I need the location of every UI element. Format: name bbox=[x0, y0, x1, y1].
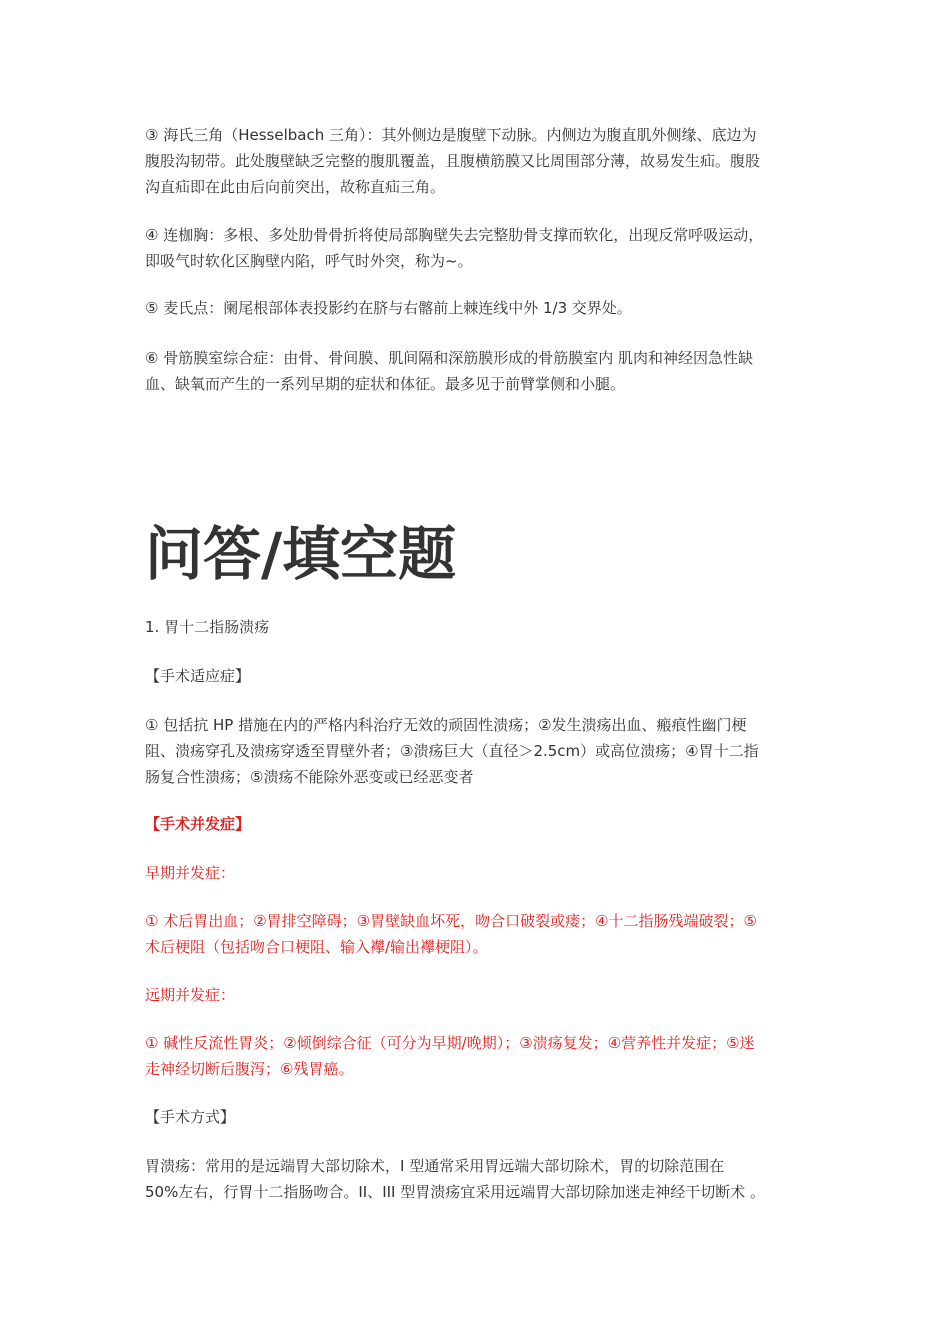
text-line: 胃溃疡：常用的是远端胃大部切除术，I 型通常采用胃远端大部切除术，胃的切除范围在 bbox=[145, 1157, 725, 1175]
text-line: 50%左右，行胃十二指肠吻合。II、III 型胃溃疡宜采用远端胃大部切除加迷走神经干切断术 。 bbox=[145, 1183, 765, 1201]
indications-label bbox=[145, 663, 813, 689]
text-line: 远期并发症： bbox=[145, 986, 236, 1004]
paragraph-indications bbox=[145, 712, 813, 790]
text-line: 即吸气时软化区胸壁内陷，呼气时外突，称为~。 bbox=[145, 252, 473, 270]
text-line: ④ 连枷胸：多根、多处肋骨骨折将使局部胸壁失去完整肋骨支撑而软化，出现反常呼吸运动， bbox=[145, 226, 764, 244]
paragraph-mcburney-point bbox=[145, 295, 813, 321]
complications-label bbox=[145, 811, 813, 837]
paragraph-late-complications bbox=[145, 1030, 813, 1082]
paragraph-flail-chest bbox=[145, 222, 813, 274]
text-line: 阻、溃疡穿孔及溃疡穿透至胃壁外者；③溃疡巨大（直径＞2.5cm）或高位溃疡；④胃十二指 bbox=[145, 742, 759, 760]
text-line: ⑤ 麦氏点：阑尾根部体表投影约在脐与右髂前上棘连线中外 1/3 交界处。 bbox=[145, 299, 632, 317]
text-line: ① 术后胃出血；②胃排空障碍；③胃壁缺血坏死，吻合口破裂或瘘；④十二指肠残端破裂；⑤ bbox=[145, 912, 758, 930]
late-complications-label bbox=[145, 982, 813, 1008]
text-line: 沟直疝即在此由后向前突出，故称直疝三角。 bbox=[145, 178, 446, 196]
text-line: 血、缺氧而产生的一系列早期的症状和体征。最多见于前臂掌侧和小腿。 bbox=[145, 375, 626, 393]
text-line: ① 包括抗 HP 措施在内的严格内科治疗无效的顽固性溃疡；②发生溃疡出血、瘢痕性幽门梗 bbox=[145, 716, 747, 734]
paragraph-surgical-method bbox=[145, 1153, 813, 1205]
text-line: 【手术并发症】 bbox=[145, 815, 251, 833]
text-line: 早期并发症： bbox=[145, 864, 236, 882]
text-line: 【手术适应症】 bbox=[145, 667, 251, 685]
text-line: 【手术方式】 bbox=[145, 1108, 236, 1126]
text-line: ⑥ 骨筋膜室综合症：由骨、骨间膜、肌间隔和深筋膜形成的骨筋膜室内 肌肉和神经因急性缺 bbox=[145, 349, 753, 367]
text-line: ③ 海氏三角（Hesselbach 三角）：其外侧边是腹壁下动脉。内侧边为腹直肌外侧缘、底边为 bbox=[145, 126, 757, 144]
question-title bbox=[145, 614, 813, 640]
surgical-method-label bbox=[145, 1104, 813, 1130]
text-line: 走神经切断后腹泻；⑥残胃癌。 bbox=[145, 1060, 354, 1078]
paragraph-compartment-syndrome bbox=[145, 345, 813, 397]
text-line: 腹股沟韧带。此处腹壁缺乏完整的腹肌覆盖，且腹横筋膜又比周围部分薄，故易发生疝。腹股 bbox=[145, 152, 761, 170]
text-line: 术后梗阻（包括吻合口梗阻、输入襻/输出襻梗阻）。 bbox=[145, 938, 488, 956]
section-heading: 问答/填空题 bbox=[145, 520, 457, 588]
text-line: 肠复合性溃疡；⑤溃疡不能除外恶变或已经恶变者 bbox=[145, 768, 474, 786]
paragraph-hesselbach-triangle bbox=[145, 122, 813, 200]
text-line: ① 碱性反流性胃炎；②倾倒综合征（可分为早期/晚期）；③溃疡复发；④营养性并发症；⑤迷 bbox=[145, 1034, 755, 1052]
early-complications-label bbox=[145, 860, 813, 886]
paragraph-early-complications bbox=[145, 908, 813, 960]
text-line: 1. 胃十二指肠溃疡 bbox=[145, 618, 270, 636]
